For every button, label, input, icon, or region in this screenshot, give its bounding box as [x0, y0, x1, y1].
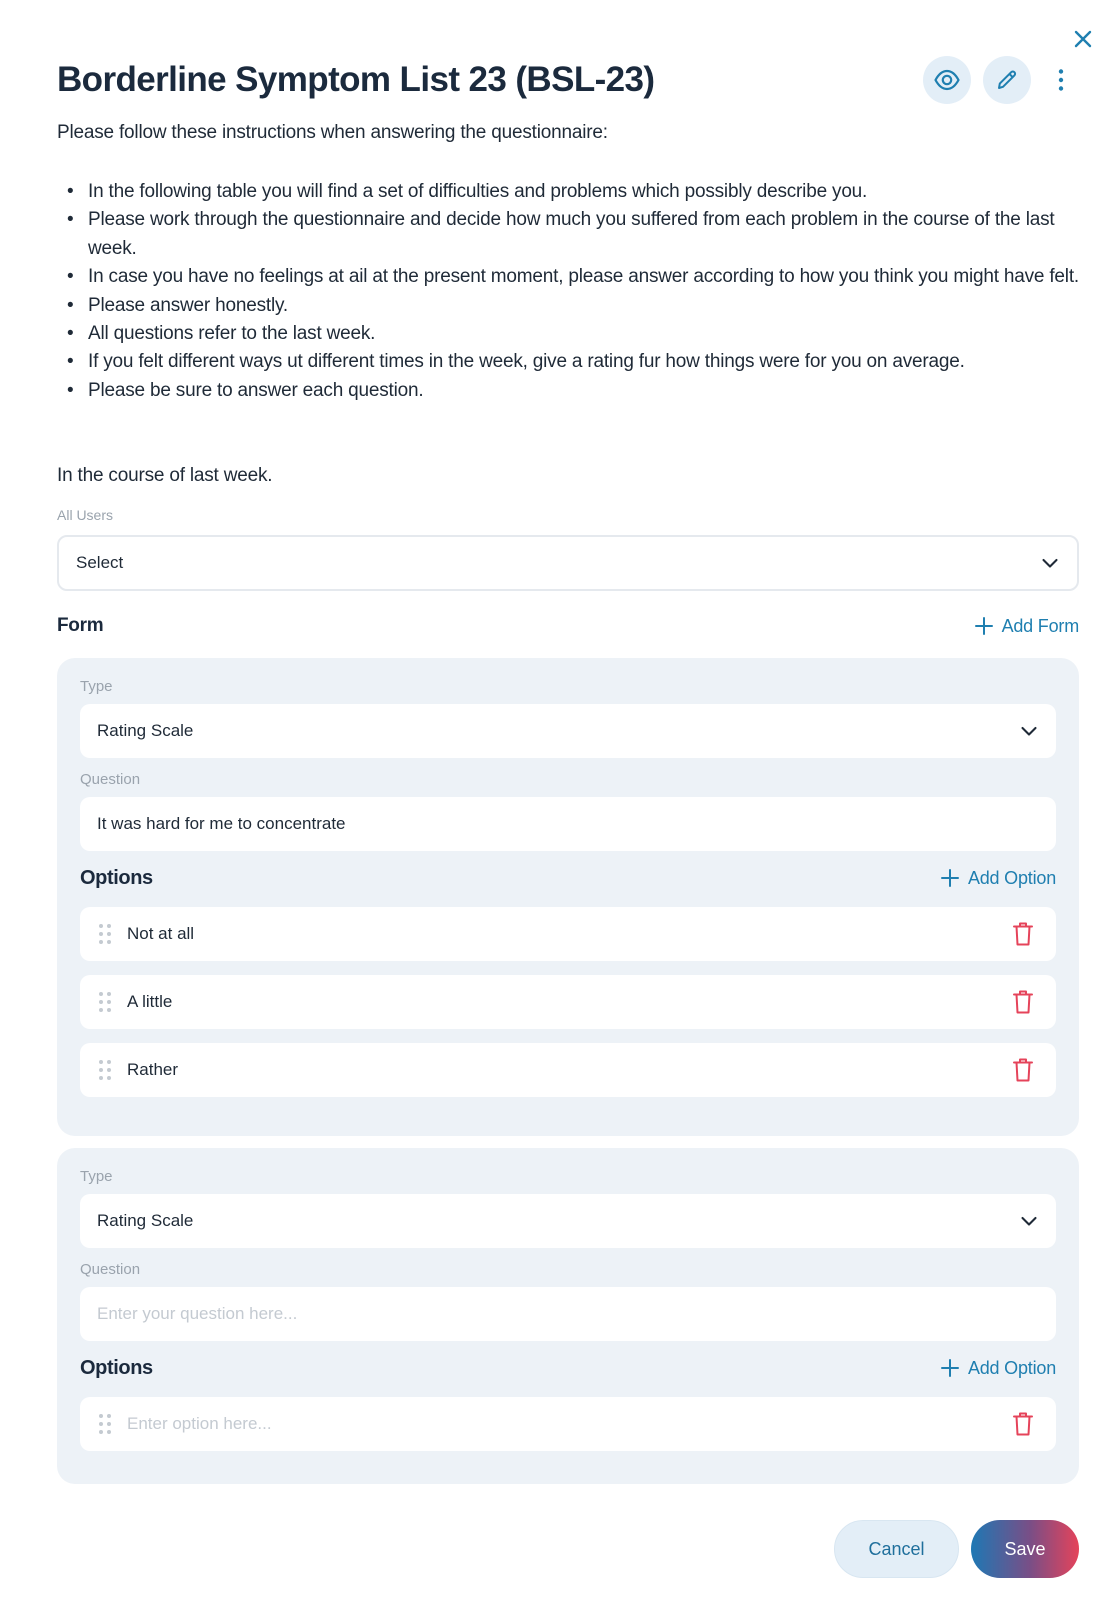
- delete-option-button[interactable]: [1010, 1410, 1036, 1438]
- instruction-item: • All questions refer to the last week.: [57, 320, 1079, 348]
- type-select[interactable]: [80, 704, 1056, 758]
- drag-handle-icon[interactable]: [96, 1412, 114, 1436]
- trash-icon: [1012, 1057, 1034, 1083]
- eye-icon: [933, 66, 961, 94]
- form-card: [57, 1148, 1079, 1484]
- option-input[interactable]: A little: [127, 992, 173, 1011]
- delete-option-button[interactable]: [1010, 988, 1036, 1016]
- users-label: All Users: [57, 507, 114, 523]
- add-option-button[interactable]: [940, 868, 1056, 889]
- option-input[interactable]: Rather: [127, 1060, 179, 1079]
- trash-icon: [1012, 989, 1034, 1015]
- type-label: Type: [80, 1168, 113, 1185]
- chevron-down-icon: [1041, 554, 1059, 572]
- question-label: Question: [80, 771, 141, 788]
- type-select-value: Rating Scale: [97, 721, 194, 740]
- add-option-button[interactable]: [940, 1358, 1056, 1379]
- plus-icon: [974, 616, 994, 636]
- delete-option-button[interactable]: [1010, 1056, 1036, 1084]
- options-title: Options: [80, 866, 153, 889]
- instruction-item: • Please work through the questionnaire and decide how much you suffered from each problem in the course of the last week.: [57, 206, 1079, 263]
- preview-button[interactable]: [923, 56, 971, 104]
- add-form-button[interactable]: [974, 616, 1079, 637]
- chevron-down-icon: [1020, 1212, 1038, 1230]
- edit-button[interactable]: [983, 56, 1031, 104]
- cancel-button[interactable]: Cancel: [834, 1520, 959, 1578]
- type-select-value: Rating Scale: [97, 1211, 194, 1230]
- page-title: Borderline Symptom List 23 (BSL-23): [57, 60, 655, 99]
- options-header: [80, 863, 1056, 893]
- instruction-item: • In case you have no feelings at ail at the present moment, please answer according to how you think you might have felt.: [57, 263, 1079, 291]
- option-input[interactable]: Enter option here...: [127, 1414, 272, 1433]
- more-options-button[interactable]: [1043, 56, 1079, 104]
- drag-handle-icon[interactable]: [96, 1058, 114, 1082]
- drag-handle-icon[interactable]: [96, 990, 114, 1014]
- instruction-item: • In the following table you will find a set of difficulties and problems which possibly describe you.: [57, 178, 1079, 206]
- option-item: [80, 1397, 1056, 1451]
- plus-icon: [940, 1358, 960, 1378]
- trash-icon: [1012, 921, 1034, 947]
- option-item: [80, 975, 1056, 1029]
- question-input[interactable]: [80, 1287, 1056, 1341]
- option-input[interactable]: Not at all: [127, 924, 195, 943]
- option-item: [80, 907, 1056, 961]
- instructions-list: [57, 178, 1079, 405]
- chevron-down-icon: [1020, 722, 1038, 740]
- instruction-item: • Please be sure to answer each question.: [57, 377, 1079, 405]
- type-label: Type: [80, 678, 113, 695]
- kebab-vertical-icon: [1057, 68, 1065, 92]
- instruction-item: • If you felt different ways ut different times in the week, give a rating fur how things were for you on average.: [57, 348, 1079, 376]
- type-select[interactable]: [80, 1194, 1056, 1248]
- modal-header: [57, 52, 1079, 108]
- question-label: Question: [80, 1261, 141, 1278]
- question-input-placeholder: Enter your question here...: [97, 1304, 298, 1323]
- options-title: Options: [80, 1356, 153, 1379]
- drag-handle-icon[interactable]: [96, 922, 114, 946]
- form-title: Form: [57, 615, 104, 636]
- users-select-value: Select: [76, 553, 124, 572]
- course-text: In the course of last week.: [57, 465, 273, 486]
- delete-option-button[interactable]: [1010, 920, 1036, 948]
- question-input-value: It was hard for me to concentrate: [97, 814, 346, 833]
- instruction-item: • Please answer honestly.: [57, 292, 1079, 320]
- header-actions: [923, 56, 1079, 104]
- add-option-label: Add Option: [967, 867, 1056, 888]
- form-card: [57, 658, 1079, 1136]
- add-option-label: Add Option: [967, 1357, 1056, 1378]
- instructions-intro: Please follow these instructions when answering the questionnaire:: [57, 122, 608, 143]
- question-input[interactable]: [80, 797, 1056, 851]
- close-icon: [1073, 29, 1093, 49]
- close-button[interactable]: [1070, 26, 1096, 52]
- modal-footer: [57, 1520, 1079, 1578]
- users-select[interactable]: [57, 535, 1079, 591]
- option-item: [80, 1043, 1056, 1097]
- form-section-header: [57, 610, 1079, 642]
- plus-icon: [940, 868, 960, 888]
- add-form-label: Add Form: [1001, 615, 1079, 636]
- pencil-icon: [995, 68, 1019, 92]
- options-header: [80, 1353, 1056, 1383]
- trash-icon: [1012, 1411, 1034, 1437]
- save-button[interactable]: Save: [971, 1520, 1079, 1578]
